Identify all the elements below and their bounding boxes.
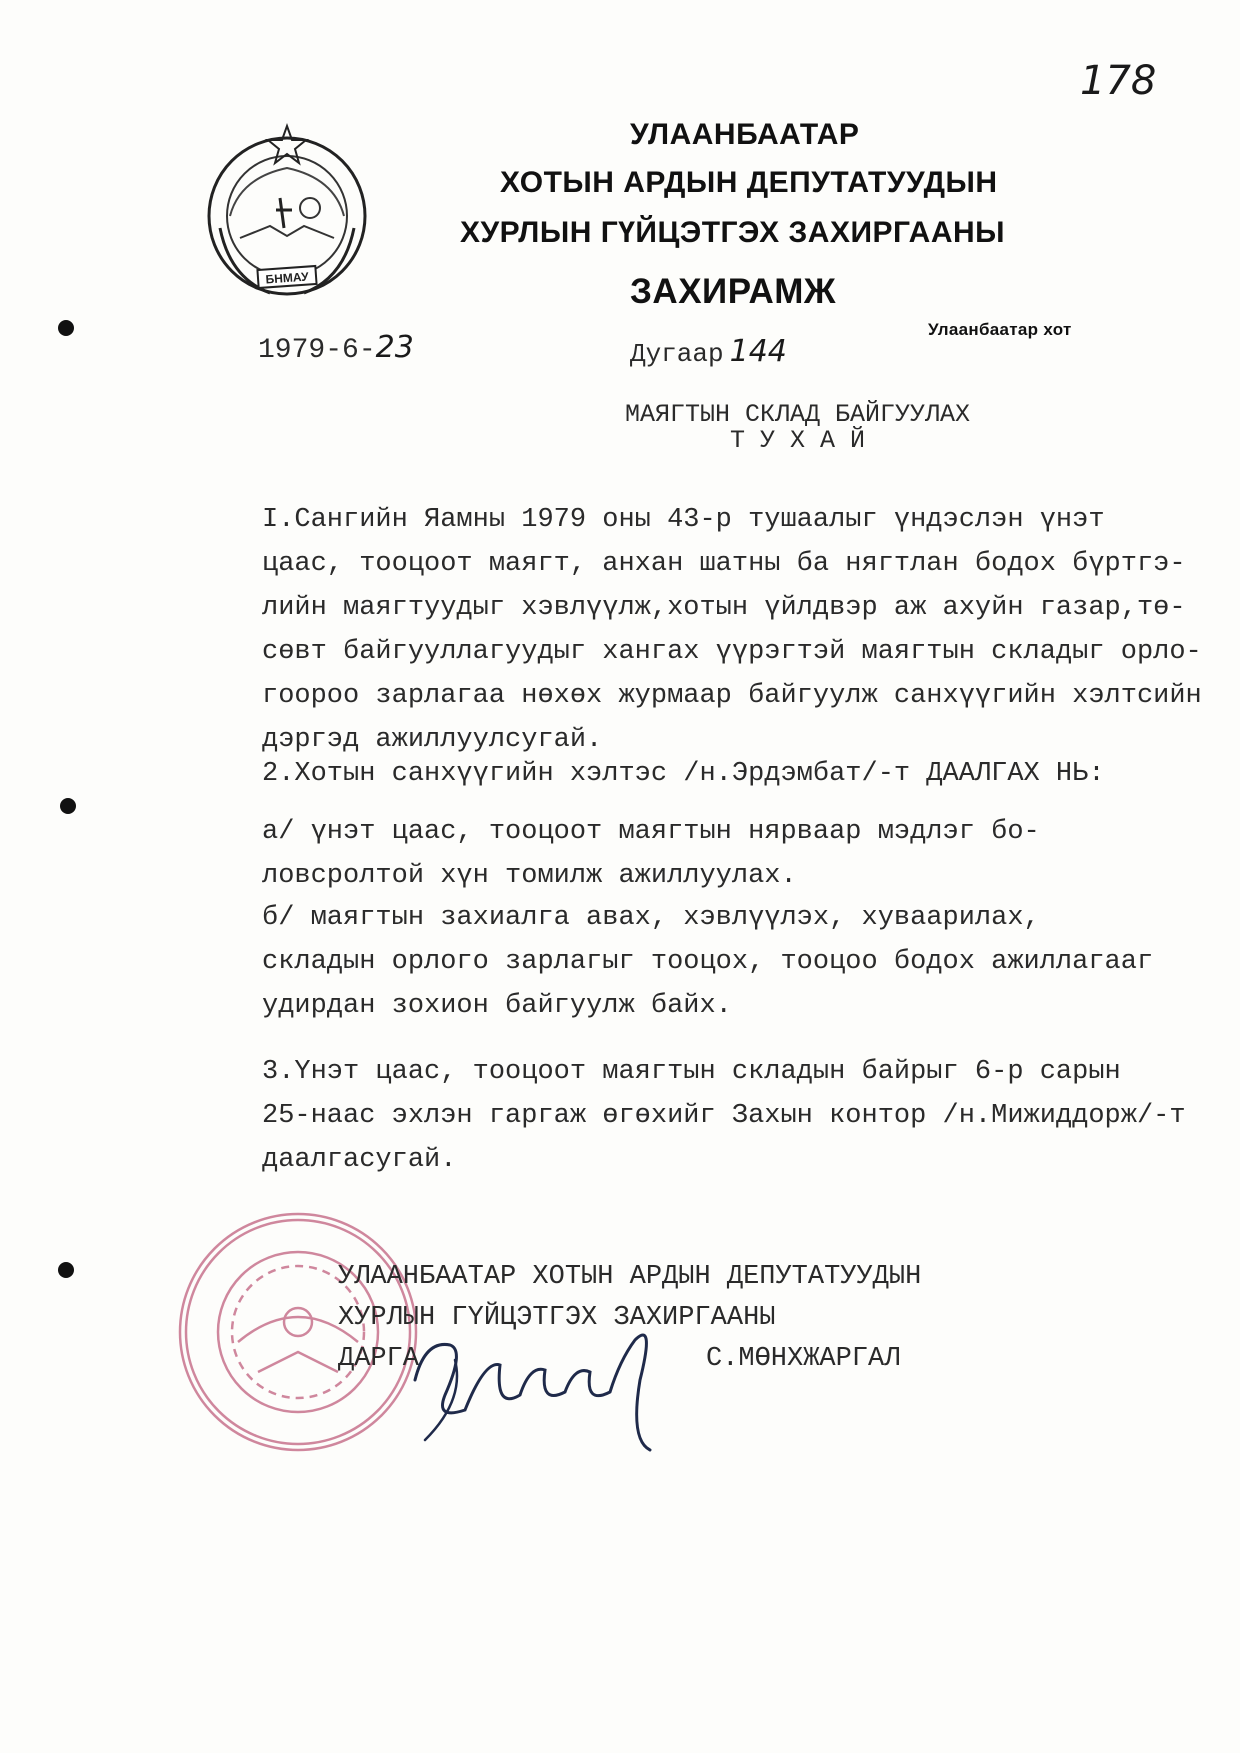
document-type: ЗАХИРАМЖ xyxy=(630,272,837,311)
paragraph-2b xyxy=(262,896,1153,1028)
paragraph-line: цаас, тооцоот маягт, анхан шатны ба нягтлан бодох бүртгэ- xyxy=(262,549,1186,579)
punch-hole xyxy=(58,320,74,336)
signature-name: С.МӨНХЖАРГАЛ xyxy=(706,1344,901,1374)
number-field xyxy=(630,334,787,369)
paragraph-line: даалгасугай. xyxy=(262,1145,457,1175)
state-emblem xyxy=(200,118,375,313)
paragraph-line: б/ маягтын захиалга авах, хэвлүүлэх, хуваарилах, xyxy=(262,903,1040,933)
paragraph-line: удирдан зохион байгуулж байх. xyxy=(262,991,732,1021)
header-line-3: ХУРЛЫН ГҮЙЦЭТГЭХ ЗАХИРГААНЫ xyxy=(460,216,1006,249)
paragraph-1 xyxy=(262,498,1202,762)
city: Улаанбаатар хот xyxy=(928,320,1072,339)
paragraph-line: складын орлого зарлагыг тооцох, тооцоо бодох ажиллагааг xyxy=(262,947,1154,977)
paragraph-line: ловсролтой хүн томилж ажиллуулах. xyxy=(262,861,797,891)
paragraph-3 xyxy=(262,1050,1186,1182)
paragraph-line: лийн маягтуудыг хэвлүүлж,хотын үйлдвэр аж ахуйн газар,тө- xyxy=(262,593,1186,623)
paragraph-line: сөвт байгууллагуудыг хангах үүрэгтэй маягтын складыг орло- xyxy=(262,637,1202,667)
paragraph-line: дэргэд ажиллуулсугай. xyxy=(262,725,603,755)
paragraph-line: 3.Үнэт цаас, тооцоот маягтын складын байрыг 6-р сарын xyxy=(262,1057,1121,1087)
paragraph-2a xyxy=(262,810,1040,898)
punch-hole xyxy=(60,798,76,814)
handwritten-signature xyxy=(405,1300,695,1460)
number-label: Дугаар xyxy=(630,339,724,369)
page-number: 178 xyxy=(1080,58,1157,104)
header-line-1: УЛААНБААТАР xyxy=(630,118,860,151)
signature-org-line-1: УЛААНБААТАР ХОТЫН АРДЫН ДЕПУТАТУУДЫН xyxy=(338,1262,922,1292)
paragraph-line: 25-наас эхлэн гаргаж өгөхийг Захын контор /н.Мижиддорж/-т xyxy=(262,1101,1186,1131)
paragraph-line: I.Сангийн Яамны 1979 оны 43-р тушаалыг үндэслэн үнэт xyxy=(262,505,1105,535)
emblem-ribbon-text: БНМАУ xyxy=(265,269,309,287)
signature-title: ДАРГА xyxy=(338,1344,420,1374)
punch-hole xyxy=(58,1262,74,1278)
signature-org-line-2: ХУРЛЫН ГҮЙЦЭТГЭХ ЗАХИРГААНЫ xyxy=(338,1303,776,1333)
date-printed: 1979-6- xyxy=(258,335,376,366)
date-handwritten: 23 xyxy=(375,330,414,365)
subject-line-2: Т У Х А Й xyxy=(730,426,866,455)
date-field xyxy=(258,330,414,366)
paragraph-line: а/ үнэт цаас, тооцоот маягтын нярваар мэдлэг бо- xyxy=(262,817,1040,847)
header-line-2: ХОТЫН АРДЫН ДЕПУТАТУУДЫН xyxy=(500,166,998,199)
paragraph-line: 2.Хотын санхүүгийн хэлтэс /н.Эрдэмбат/-т ДААЛГАХ НЬ: xyxy=(262,759,1105,789)
paragraph-2 xyxy=(262,752,1105,796)
subject-line-1: МАЯГТЫН СКЛАД БАЙГУУЛАХ xyxy=(625,400,971,429)
number-handwritten: 144 xyxy=(729,334,787,369)
paragraph-line: гоороо зарлагаа нөхөх журмаар байгуулж санхүүгийн хэлтсийн xyxy=(262,681,1202,711)
